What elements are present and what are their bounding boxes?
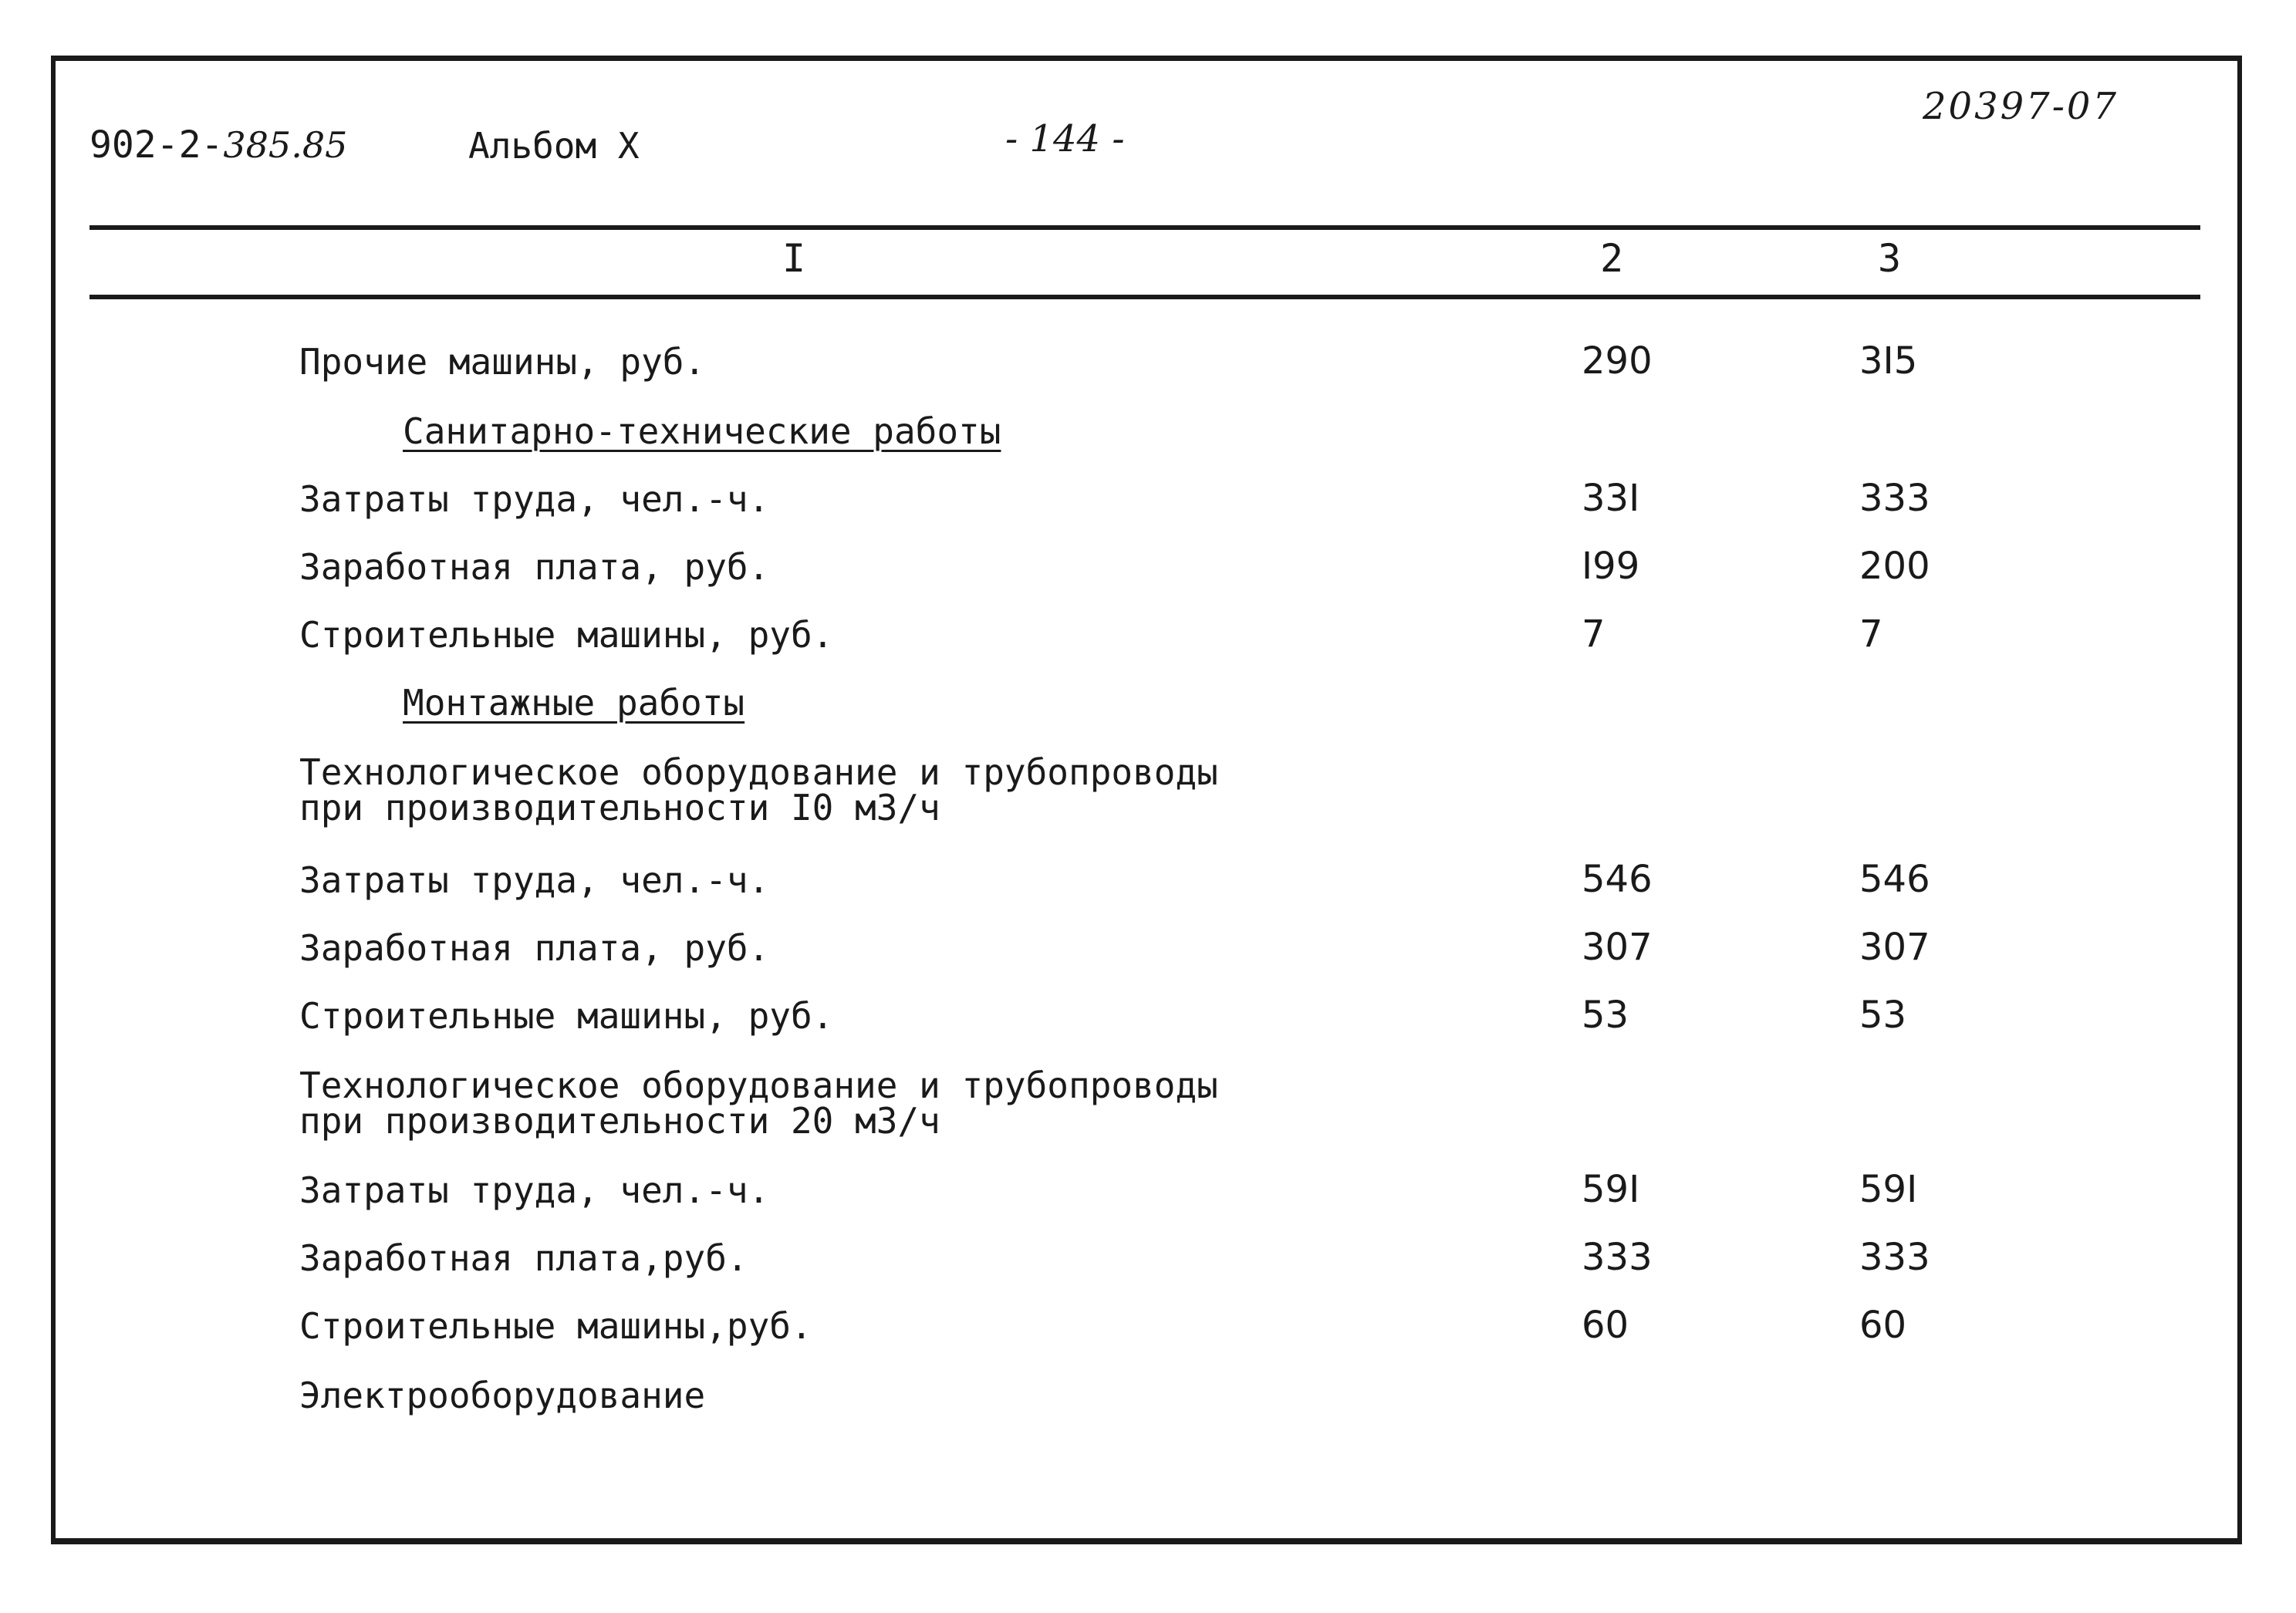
subsection-label-line2: при производительности 20 м3/ч <box>299 1100 940 1142</box>
row-label: Строительные машины,руб. <box>299 1305 812 1347</box>
row-value-col3: 333 <box>1859 477 1930 520</box>
row-label: Затраты труда, чел.-ч. <box>299 478 770 520</box>
column-header-3: 3 <box>1878 236 1902 281</box>
header-rule-bottom <box>89 295 2200 299</box>
document-code: 902-2-385.85 <box>89 123 348 167</box>
row-value-col3: 3I5 <box>1859 339 1918 383</box>
page-number: - 144 - <box>1005 117 1125 160</box>
row-value-col3: 546 <box>1859 858 1930 901</box>
section-heading: Санитарно-технические работы <box>403 410 1001 452</box>
row-value-col3: 53 <box>1859 994 1907 1037</box>
row-value-col3: 333 <box>1859 1236 1930 1279</box>
subsection-label-line2: при производительности I0 м3/ч <box>299 787 940 828</box>
row-value-col2: 307 <box>1582 926 1653 969</box>
row-label: Строительные машины, руб. <box>299 614 834 656</box>
row-value-col2: 7 <box>1582 612 1606 656</box>
row-label: Затраты труда, чел.-ч. <box>299 859 770 901</box>
column-header-2: 2 <box>1600 236 1624 281</box>
row-label: Электрооборудование <box>299 1375 706 1416</box>
row-label: Прочие машины, руб. <box>299 341 706 383</box>
row-value-col2: I99 <box>1582 545 1640 588</box>
section-heading: Монтажные работы <box>403 682 745 724</box>
row-value-col2: 53 <box>1582 994 1629 1037</box>
row-label: Заработная плата,руб. <box>299 1237 748 1279</box>
album-label: Альбом X <box>468 125 640 167</box>
row-value-col2: 59I <box>1582 1168 1640 1211</box>
row-value-col3: 59I <box>1859 1168 1918 1211</box>
row-value-col3: 307 <box>1859 926 1930 969</box>
row-value-col3: 200 <box>1859 545 1930 588</box>
row-label: Заработная плата, руб. <box>299 927 770 969</box>
row-value-col3: 60 <box>1859 1304 1907 1347</box>
row-label: Строительные машины, руб. <box>299 995 834 1037</box>
row-value-col2: 60 <box>1582 1304 1629 1347</box>
document-code-handwritten: 385.85 <box>223 124 348 166</box>
row-value-col2: 546 <box>1582 858 1653 901</box>
registration-number: 20397-07 <box>1923 85 2119 128</box>
column-header-1: I <box>782 236 806 281</box>
row-label: Затраты труда, чел.-ч. <box>299 1169 770 1211</box>
subsection-label-line1: Технологическое оборудование и трубопроводы <box>299 1065 1218 1106</box>
row-value-col3: 7 <box>1859 612 1883 656</box>
row-value-col2: 290 <box>1582 339 1653 383</box>
row-value-col2: 33I <box>1582 477 1640 520</box>
subsection-label-line1: Технологическое оборудование и трубопроводы <box>299 751 1218 793</box>
row-label: Заработная плата, руб. <box>299 546 770 588</box>
header-rule-top <box>89 225 2200 230</box>
row-value-col2: 333 <box>1582 1236 1653 1279</box>
